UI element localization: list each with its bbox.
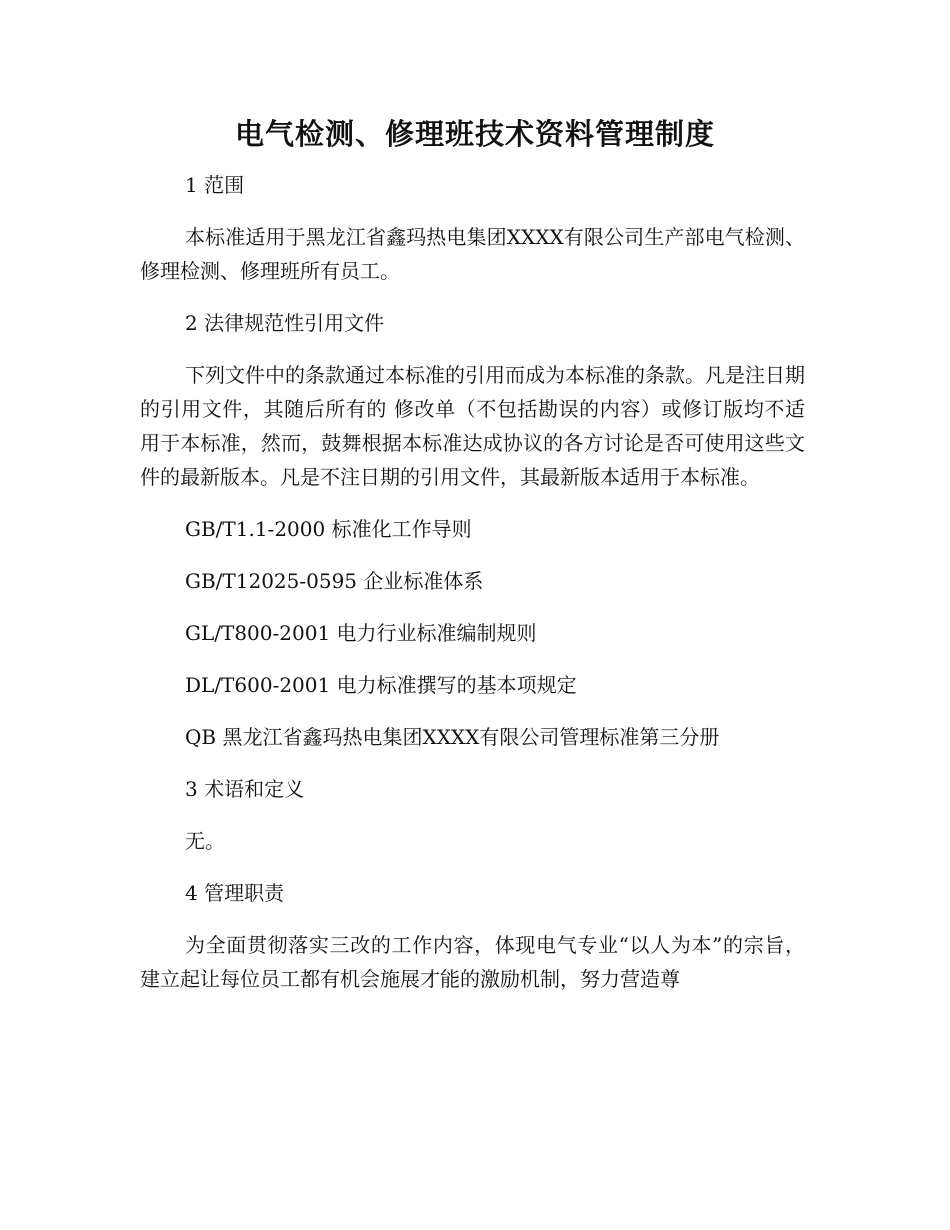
section-heading-terms: 3 术语和定义 — [185, 777, 305, 801]
section-heading-references: 2 法律规范性引用文件 — [185, 311, 385, 335]
reference-item-gl-t800: GL/T800-2001 电力行业标准编制规则 — [185, 621, 537, 645]
paragraph-responsibilities: 为全面贯彻落实三改的工作内容，体现电气专业“以人为本”的宗旨，建立起让每位员工都有机会施展才能的激励机制，努力营造尊 — [140, 933, 805, 991]
document-body — [140, 168, 805, 1014]
section-heading-scope: 1 范围 — [185, 173, 245, 197]
reference-item-gb-t1: GB/T1.1-2000 标准化工作导则 — [185, 517, 472, 541]
reference-item-dl-t600: DL/T600-2001 电力标准撰写的基本项规定 — [185, 673, 577, 697]
section-heading-responsibilities: 4 管理职责 — [185, 881, 285, 905]
reference-item-qb: QB 黑龙江省鑫玛热电集团XXXX有限公司管理标准第三分册 — [185, 725, 720, 749]
paragraph-scope: 本标准适用于黑龙江省鑫玛热电集团XXXX有限公司生产部电气检测、修理检测、修理班所有员工。 — [140, 225, 805, 283]
paragraph-terms: 无。 — [185, 829, 225, 853]
document-title: 电气检测、修理班技术资料管理制度 — [234, 117, 715, 151]
paragraph-references: 下列文件中的条款通过本标准的引用而成为本标准的条款。凡是注日期的引用文件，其随后所有的 修改单（不包括勘误的内容）或修订版均不适用于本标准，然而，鼓舞根据本标准达成协议的各方讨论是否可使用这些文件的最新版本。凡是不注日期的引用文件，其最新版本适用于本标准。 — [140, 363, 805, 489]
reference-item-gb-t12025: GB/T12025-0595 企业标准体系 — [185, 569, 484, 593]
